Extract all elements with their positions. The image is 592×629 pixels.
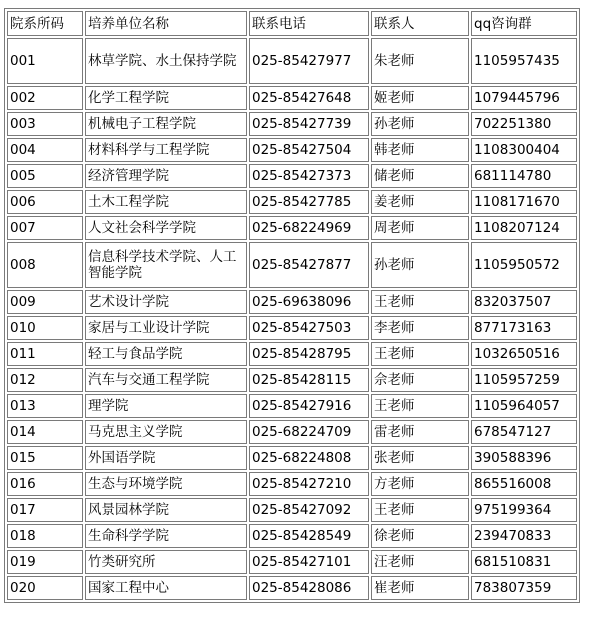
cell-phone: 025-85427877: [249, 242, 369, 288]
header-phone: 联系电话: [249, 11, 369, 36]
table-row: [7, 164, 577, 188]
table-row: [7, 316, 577, 340]
table-row: [7, 472, 577, 496]
table-row: [7, 420, 577, 444]
cell-unit-name: 化学工程学院: [85, 86, 247, 110]
cell-unit-name: 土木工程学院: [85, 190, 247, 214]
cell-phone: 025-85427648: [249, 86, 369, 110]
cell-unit-name: 机械电子工程学院: [85, 112, 247, 136]
cell-contact: 崔老师: [371, 576, 469, 600]
cell-unit-name: 家居与工业设计学院: [85, 316, 247, 340]
cell-code: 003: [7, 112, 83, 136]
table-row: [7, 394, 577, 418]
header-unit-name: 培养单位名称: [85, 11, 247, 36]
cell-contact: 李老师: [371, 316, 469, 340]
cell-qq-group: 1105957435: [471, 38, 577, 84]
cell-contact: 徐老师: [371, 524, 469, 548]
cell-code: 017: [7, 498, 83, 522]
table-row: [7, 242, 577, 288]
contact-table-body: [7, 11, 577, 600]
cell-phone: 025-68224969: [249, 216, 369, 240]
cell-code: 010: [7, 316, 83, 340]
cell-code: 014: [7, 420, 83, 444]
cell-contact: 佘老师: [371, 368, 469, 392]
contact-table: [4, 8, 580, 603]
cell-phone: 025-85427977: [249, 38, 369, 84]
table-row: [7, 190, 577, 214]
cell-contact: 王老师: [371, 394, 469, 418]
cell-unit-name: 马克思主义学院: [85, 420, 247, 444]
cell-unit-name: 林草学院、水土保持学院: [85, 38, 247, 84]
cell-phone: 025-85428795: [249, 342, 369, 366]
cell-contact: 张老师: [371, 446, 469, 470]
cell-unit-name: 竹类研究所: [85, 550, 247, 574]
cell-unit-name: 艺术设计学院: [85, 290, 247, 314]
cell-code: 001: [7, 38, 83, 84]
cell-phone: 025-85427739: [249, 112, 369, 136]
cell-contact: 孙老师: [371, 242, 469, 288]
cell-code: 009: [7, 290, 83, 314]
cell-phone: 025-85427373: [249, 164, 369, 188]
table-header-row: [7, 11, 577, 36]
cell-contact: 姬老师: [371, 86, 469, 110]
cell-code: 015: [7, 446, 83, 470]
cell-qq-group: 865516008: [471, 472, 577, 496]
cell-phone: 025-85428115: [249, 368, 369, 392]
table-row: [7, 342, 577, 366]
cell-contact: 汪老师: [371, 550, 469, 574]
cell-qq-group: 239470833: [471, 524, 577, 548]
cell-unit-name: 人文社会科学学院: [85, 216, 247, 240]
cell-qq-group: 975199364: [471, 498, 577, 522]
cell-unit-name: 理学院: [85, 394, 247, 418]
cell-contact: 姜老师: [371, 190, 469, 214]
cell-unit-name: 风景园林学院: [85, 498, 247, 522]
cell-phone: 025-85427503: [249, 316, 369, 340]
cell-unit-name: 材料科学与工程学院: [85, 138, 247, 162]
cell-phone: 025-69638096: [249, 290, 369, 314]
cell-unit-name: 生命科学学院: [85, 524, 247, 548]
cell-contact: 朱老师: [371, 38, 469, 84]
cell-code: 007: [7, 216, 83, 240]
cell-phone: 025-85427504: [249, 138, 369, 162]
cell-unit-name: 信息科学技术学院、人工智能学院: [85, 242, 247, 288]
table-row: [7, 524, 577, 548]
table-row: [7, 216, 577, 240]
cell-code: 016: [7, 472, 83, 496]
cell-phone: 025-68224709: [249, 420, 369, 444]
cell-phone: 025-85427210: [249, 472, 369, 496]
cell-qq-group: 390588396: [471, 446, 577, 470]
cell-code: 012: [7, 368, 83, 392]
table-row: [7, 576, 577, 600]
cell-contact: 王老师: [371, 498, 469, 522]
cell-unit-name: 汽车与交通工程学院: [85, 368, 247, 392]
cell-qq-group: 681510831: [471, 550, 577, 574]
cell-contact: 方老师: [371, 472, 469, 496]
cell-qq-group: 877173163: [471, 316, 577, 340]
cell-unit-name: 国家工程中心: [85, 576, 247, 600]
cell-contact: 雷老师: [371, 420, 469, 444]
table-row: [7, 290, 577, 314]
cell-qq-group: 1105957259: [471, 368, 577, 392]
cell-unit-name: 生态与环境学院: [85, 472, 247, 496]
cell-qq-group: 681114780: [471, 164, 577, 188]
cell-phone: 025-85428549: [249, 524, 369, 548]
cell-phone: 025-85427916: [249, 394, 369, 418]
cell-unit-name: 轻工与食品学院: [85, 342, 247, 366]
header-contact: 联系人: [371, 11, 469, 36]
cell-unit-name: 经济管理学院: [85, 164, 247, 188]
table-row: [7, 138, 577, 162]
cell-phone: 025-85427092: [249, 498, 369, 522]
cell-code: 004: [7, 138, 83, 162]
cell-code: 008: [7, 242, 83, 288]
cell-code: 013: [7, 394, 83, 418]
cell-qq-group: 1105950572: [471, 242, 577, 288]
cell-contact: 储老师: [371, 164, 469, 188]
cell-contact: 王老师: [371, 290, 469, 314]
cell-code: 019: [7, 550, 83, 574]
table-row: [7, 550, 577, 574]
cell-code: 005: [7, 164, 83, 188]
cell-contact: 孙老师: [371, 112, 469, 136]
contact-table-container: [4, 8, 580, 603]
cell-qq-group: 832037507: [471, 290, 577, 314]
cell-phone: 025-85427785: [249, 190, 369, 214]
header-code: 院系所码: [7, 11, 83, 36]
cell-code: 011: [7, 342, 83, 366]
table-row: [7, 368, 577, 392]
cell-contact: 周老师: [371, 216, 469, 240]
cell-qq-group: 1108300404: [471, 138, 577, 162]
cell-code: 002: [7, 86, 83, 110]
cell-qq-group: 1108207124: [471, 216, 577, 240]
cell-qq-group: 678547127: [471, 420, 577, 444]
cell-contact: 王老师: [371, 342, 469, 366]
table-row: [7, 112, 577, 136]
cell-contact: 韩老师: [371, 138, 469, 162]
table-row: [7, 86, 577, 110]
cell-code: 020: [7, 576, 83, 600]
cell-code: 018: [7, 524, 83, 548]
cell-qq-group: 1032650516: [471, 342, 577, 366]
cell-qq-group: 1108171670: [471, 190, 577, 214]
cell-phone: 025-85427101: [249, 550, 369, 574]
table-row: [7, 38, 577, 84]
cell-qq-group: 783807359: [471, 576, 577, 600]
table-row: [7, 498, 577, 522]
cell-unit-name: 外国语学院: [85, 446, 247, 470]
cell-phone: 025-68224808: [249, 446, 369, 470]
cell-code: 006: [7, 190, 83, 214]
header-qq-group: qq咨询群: [471, 11, 577, 36]
cell-qq-group: 1105964057: [471, 394, 577, 418]
cell-phone: 025-85428086: [249, 576, 369, 600]
table-row: [7, 446, 577, 470]
cell-qq-group: 702251380: [471, 112, 577, 136]
cell-qq-group: 1079445796: [471, 86, 577, 110]
